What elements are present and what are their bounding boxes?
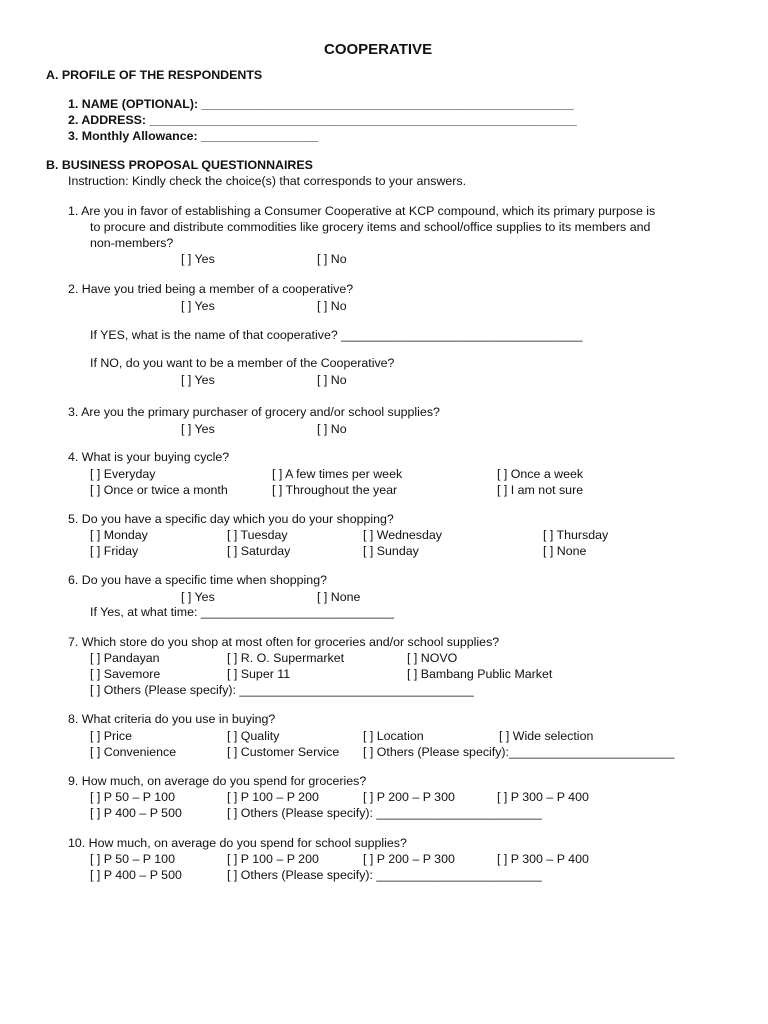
- q7-option-ro-supermarket[interactable]: [ ] R. O. Supermarket: [227, 651, 345, 665]
- q2-ifno-yes-checkbox[interactable]: [ ] Yes: [181, 373, 215, 387]
- q6-none-checkbox[interactable]: [ ] None: [317, 590, 361, 604]
- q7-option-others[interactable]: [ ] Others (Please specify): __________________________________: [90, 683, 474, 697]
- q8-option-price[interactable]: [ ] Price: [90, 729, 132, 743]
- q3-yes-checkbox[interactable]: [ ] Yes: [181, 422, 215, 436]
- q9-option-others[interactable]: [ ] Others (Please specify): ________________________: [227, 806, 542, 820]
- q2-yes-checkbox[interactable]: [ ] Yes: [181, 299, 215, 313]
- q8-option-convenience[interactable]: [ ] Convenience: [90, 745, 177, 759]
- name-field[interactable]: 1. NAME (OPTIONAL): ______________________________________________________: [68, 97, 574, 111]
- q1-no-checkbox[interactable]: [ ] No: [317, 252, 347, 266]
- q5-option-saturday[interactable]: [ ] Saturday: [227, 544, 291, 558]
- section-a-heading: A. PROFILE OF THE RESPONDENTS: [46, 68, 263, 82]
- q10-option-200-300[interactable]: [ ] P 200 – P 300: [363, 852, 455, 866]
- q8-option-customer-service[interactable]: [ ] Customer Service: [227, 745, 340, 759]
- q2-ifno-no-checkbox[interactable]: [ ] No: [317, 373, 347, 387]
- q9-option-50-100[interactable]: [ ] P 50 – P 100: [90, 790, 175, 804]
- q7-option-bambang-market[interactable]: [ ] Bambang Public Market: [407, 667, 553, 681]
- q8-option-quality[interactable]: [ ] Quality: [227, 729, 280, 743]
- q5-option-friday[interactable]: [ ] Friday: [90, 544, 139, 558]
- q4-option-throughout-year[interactable]: [ ] Throughout the year: [272, 483, 398, 497]
- q1-text-line2: to procure and distribute commodities like grocery items and school/office supplies to its members and: [90, 220, 651, 234]
- q2-ifyes-field[interactable]: If YES, what is the name of that cooperative? ___________________________________: [90, 328, 583, 342]
- q4-option-few-times-week[interactable]: [ ] A few times per week: [272, 467, 403, 481]
- q9-text: 9. How much, on average do you spend for groceries?: [68, 774, 367, 788]
- q2-text: 2. Have you tried being a member of a cooperative?: [68, 282, 354, 296]
- instruction-text: Instruction: Kindly check the choice(s) that corresponds to your answers.: [68, 174, 467, 188]
- q8-option-location[interactable]: [ ] Location: [363, 729, 424, 743]
- q10-option-400-500[interactable]: [ ] P 400 – P 500: [90, 868, 182, 882]
- q5-option-wednesday[interactable]: [ ] Wednesday: [363, 528, 442, 542]
- q9-option-100-200[interactable]: [ ] P 100 – P 200: [227, 790, 319, 804]
- q7-option-super11[interactable]: [ ] Super 11: [227, 667, 291, 681]
- q1-yes-checkbox[interactable]: [ ] Yes: [181, 252, 215, 266]
- q4-option-everyday[interactable]: [ ] Everyday: [90, 467, 156, 481]
- q1-text-line3: non-members?: [90, 236, 174, 250]
- q7-option-novo[interactable]: [ ] NOVO: [407, 651, 458, 665]
- q10-option-100-200[interactable]: [ ] P 100 – P 200: [227, 852, 319, 866]
- q5-option-monday[interactable]: [ ] Monday: [90, 528, 148, 542]
- q3-no-checkbox[interactable]: [ ] No: [317, 422, 347, 436]
- q10-text: 10. How much, on average do you spend for school supplies?: [68, 836, 407, 850]
- section-b-heading: B. BUSINESS PROPOSAL QUESTIONNAIRES: [46, 158, 313, 172]
- q10-option-others[interactable]: [ ] Others (Please specify): ________________________: [227, 868, 542, 882]
- page-title: COOPERATIVE: [324, 41, 433, 58]
- q4-text: 4. What is your buying cycle?: [68, 450, 230, 464]
- q7-option-pandayan[interactable]: [ ] Pandayan: [90, 651, 160, 665]
- q6-text: 6. Do you have a specific time when shopping?: [68, 573, 327, 587]
- q3-text: 3. Are you the primary purchaser of grocery and/or school supplies?: [68, 405, 440, 419]
- q5-option-sunday[interactable]: [ ] Sunday: [363, 544, 419, 558]
- q5-option-thursday[interactable]: [ ] Thursday: [543, 528, 609, 542]
- q4-option-once-week[interactable]: [ ] Once a week: [497, 467, 584, 481]
- q5-text: 5. Do you have a specific day which you do your shopping?: [68, 512, 394, 526]
- q2-no-checkbox[interactable]: [ ] No: [317, 299, 347, 313]
- q8-option-others[interactable]: [ ] Others (Please specify):________________________: [363, 745, 675, 759]
- q10-option-300-400[interactable]: [ ] P 300 – P 400: [497, 852, 589, 866]
- q6-yes-checkbox[interactable]: [ ] Yes: [181, 590, 215, 604]
- q7-text: 7. Which store do you shop at most often for groceries and/or school supplies?: [68, 635, 500, 649]
- q10-option-50-100[interactable]: [ ] P 50 – P 100: [90, 852, 175, 866]
- q4-option-once-twice-month[interactable]: [ ] Once or twice a month: [90, 483, 228, 497]
- q4-option-not-sure[interactable]: [ ] I am not sure: [497, 483, 584, 497]
- q9-option-200-300[interactable]: [ ] P 200 – P 300: [363, 790, 455, 804]
- q5-option-tuesday[interactable]: [ ] Tuesday: [227, 528, 288, 542]
- q9-option-300-400[interactable]: [ ] P 300 – P 400: [497, 790, 589, 804]
- q7-option-savemore[interactable]: [ ] Savemore: [90, 667, 161, 681]
- address-field[interactable]: 2. ADDRESS: ______________________________________________________________: [68, 113, 577, 127]
- q8-option-wide-selection[interactable]: [ ] Wide selection: [499, 729, 594, 743]
- q1-text-line1: 1. Are you in favor of establishing a Consumer Cooperative at KCP compound, which its primary purpose is: [68, 204, 656, 218]
- allowance-field[interactable]: 3. Monthly Allowance: _________________: [68, 129, 319, 143]
- q8-text: 8. What criteria do you use in buying?: [68, 712, 276, 726]
- q2-ifno-text: If NO, do you want to be a member of the Cooperative?: [90, 356, 395, 370]
- q6-time-field[interactable]: If Yes, at what time: ____________________________: [90, 605, 394, 619]
- q5-option-none[interactable]: [ ] None: [543, 544, 587, 558]
- q9-option-400-500[interactable]: [ ] P 400 – P 500: [90, 806, 182, 820]
